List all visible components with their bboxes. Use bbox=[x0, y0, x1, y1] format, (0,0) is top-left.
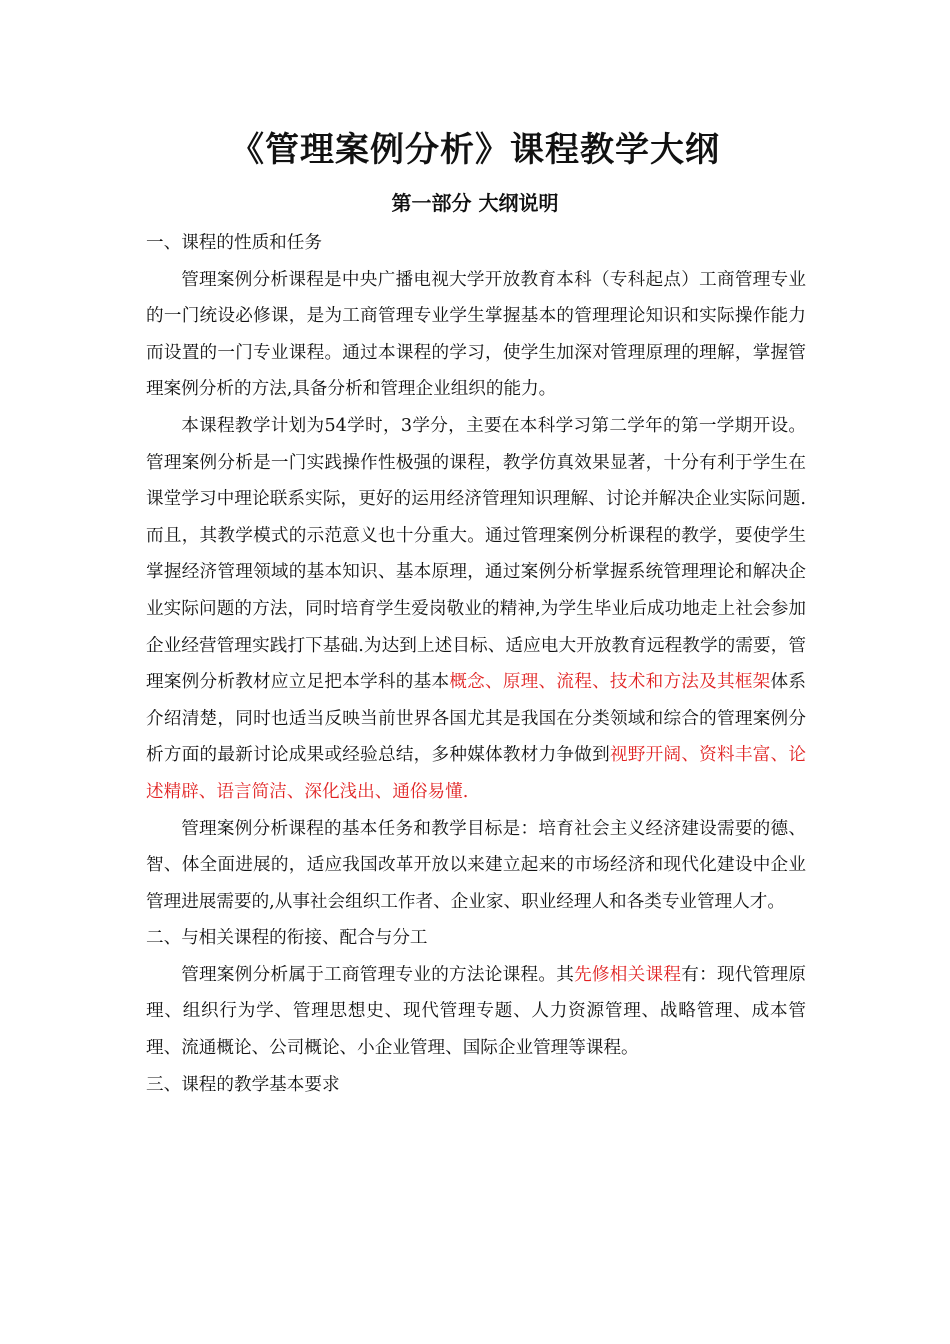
paragraph-course-goals: 管理案例分析课程的基本任务和教学目标是：培育社会主义经济建设需要的德、智、体全面进展的，适应我国改革开放以来建立起来的市场经济和现代化建设中企业管理进展需要的,从事社会组织工作者、企业家、职业经理人和各类专业管理人才。 bbox=[146, 818, 806, 912]
paragraph-course-plan bbox=[146, 408, 806, 811]
paragraph-related-courses bbox=[146, 957, 806, 1067]
text-run: 体系介绍清楚，同时也适当反映当前世界各国尤其是我国在分类领域和综合的管理案例分析方面的最新讨论成果或经验总结，多种媒体教材力争做到 bbox=[146, 672, 806, 766]
paragraph-course-intro: 管理案例分析课程是中央广播电视大学开放教育本科（专科起点）工商管理专业的一门统设必修课，是为工商管理专业学生掌握基本的管理理论知识和实际操作能力而设置的一门专业课程。通过本课程的学习，使学生加深对管理原理的理解，掌握管理案例分析的方法,具备分析和管理企业组织的能力。 bbox=[146, 269, 806, 400]
text-run: 本课程教学计划为54学时，3学分，主要在本科学习第二学年的第一学期开设。管理案例分析是一门实践操作性极强的课程，教学仿真效果显著，十分有利于学生在课堂学习中理论联系实际，更好的运用经济管理知识理解、讨论并解决企业实际问题.而且，其教学模式的示范意义也十分重大。通过管理案例分析课程的教学，要使学生掌握经济管理领域的基本知识、基本原理，通过案例分析掌握系统管理理论和解决企业实际问题的方法，同时培育学生爱岗敬业的精神,为学生毕业后成功地走上社会参加企业经营管理实践打下基础.为达到上述目标、适应电大开放教育远程教学的需要，管理案例分析教材应立足把本学科的基本 bbox=[146, 415, 806, 693]
text-run: 有：现代管理原理、组织行为学、管理思想史、现代管理专题、人力资源管理、战略管理、成本管理、流通概论、公司概论、小企业管理、国际企业管理等课程。 bbox=[146, 964, 806, 1059]
text-run: 管理案例分析属于工商管理专业的方法论课程。其 bbox=[181, 964, 575, 985]
highlighted-text: 概念、原理、流程、技术和方法及其框架 bbox=[449, 672, 771, 693]
document-body bbox=[146, 225, 806, 1103]
section-heading-requirements: 三、课程的教学基本要求 bbox=[146, 1074, 340, 1095]
section-heading-nature: 一、课程的性质和任务 bbox=[146, 233, 322, 253]
highlighted-text: 先修相关课程 bbox=[574, 964, 682, 985]
document-title: 《管理案例分析》课程教学大纲 bbox=[230, 130, 720, 170]
section-heading-related-courses: 二、与相关课程的衔接、配合与分工 bbox=[146, 928, 428, 949]
highlighted-text: 视野开阔、资料丰富、论述精辟、语言简洁、深化浅出、通俗易懂. bbox=[146, 745, 806, 802]
part-subtitle: 第一部分 大纲说明 bbox=[391, 191, 559, 215]
